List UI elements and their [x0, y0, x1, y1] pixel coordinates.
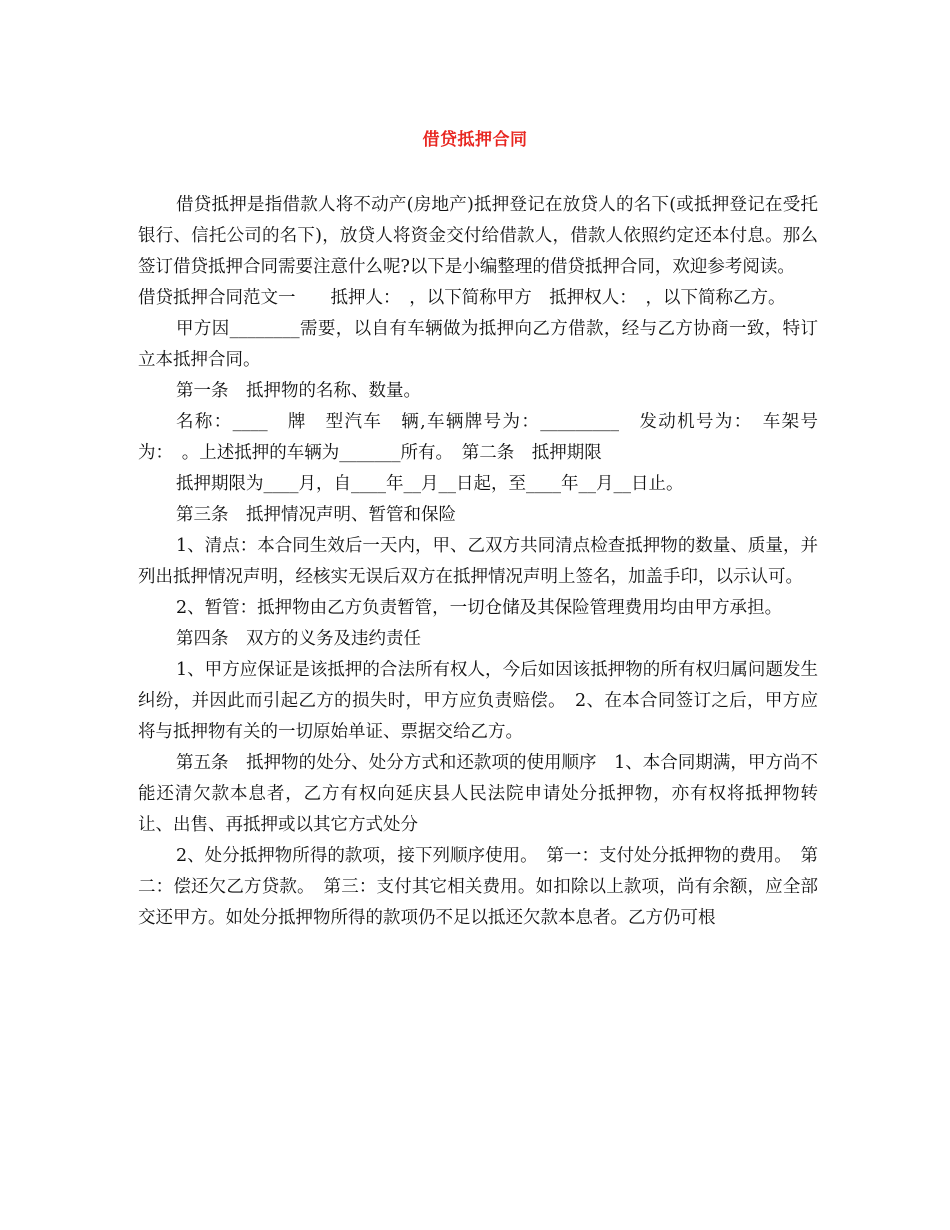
article-5-item-2: 2、处分抵押物所得的款项，接下列顺序使用。 第一：支付处分抵押物的费用。 第二：偿还欠乙方贷款。 第三：支付其它相关费用。如扣除以上款项，尚有余额，应全部交还甲方。如处分抵押物所得的款项仍不足以抵还欠款本息者。乙方仍可根 [138, 846, 818, 928]
article-5-content: 第五条 抵押物的处分、处分方式和还款项的使用顺序 1、本合同期满，甲方尚不能还清欠款本息者，乙方有权向延庆县人民法院申请处分抵押物，亦有权将抵押物转让、出售、再抵押或以其它方式处分 [138, 753, 818, 835]
article-1-heading: 第一条 抵押物的名称、数量。 [176, 381, 421, 401]
article-3-heading: 第三条 抵押情况声明、暂管和保险 [176, 505, 456, 525]
document-body [138, 190, 818, 934]
document-title: 借贷抵押合同 [422, 130, 528, 150]
purpose-paragraph: 甲方因________需要，以自有车辆做为抵押向乙方借款，经与乙方协商一致，特订立本抵押合同。 [138, 319, 818, 370]
intro-paragraph: 借贷抵押是指借款人将不动产(房地产)抵押登记在放贷人的名下(或抵押登记在受托银行、信托公司的名下)，放贷人将资金交付给借款人，借款人依照约定还本付息。那么签订借贷抵押合同需要注意什么呢?以下是小编整理的借贷抵押合同，欢迎参考阅读。 [138, 195, 818, 277]
article-3-item-2: 2、暂管：抵押物由乙方负责暂管，一切仓储及其保险管理费用均由甲方承担。 [176, 598, 783, 618]
article-1-content: 名称：____ 牌 型汽车 辆,车辆牌号为：_________ 发动机号为： 车架号为： 。上述抵押的车辆为_______所有。 第二条 抵押期限 [138, 412, 818, 463]
article-2-content: 抵押期限为____月，自____年__月__日起，至____年__月__日止。 [176, 474, 684, 494]
article-3-item-1: 1、清点：本合同生效后一天内，甲、乙双方共同清点检查抵押物的数量、质量，并列出抵押情况声明，经核实无误后双方在抵押情况声明上签名，加盖手印，以示认可。 [138, 536, 818, 587]
article-4-heading: 第四条 双方的义务及违约责任 [176, 629, 421, 649]
parties-paragraph: 借贷抵押合同范文一 抵押人： ，以下简称甲方 抵押权人： ，以下简称乙方。 [138, 288, 786, 308]
article-4-content: 1、甲方应保证是该抵押的合法所有权人，今后如因该抵押物的所有权归属问题发生纠纷，并因此而引起乙方的损失时，甲方应负责赔偿。 2、在本合同签订之后，甲方应将与抵押物有关的一切原始单证、票据交给乙方。 [138, 660, 818, 742]
